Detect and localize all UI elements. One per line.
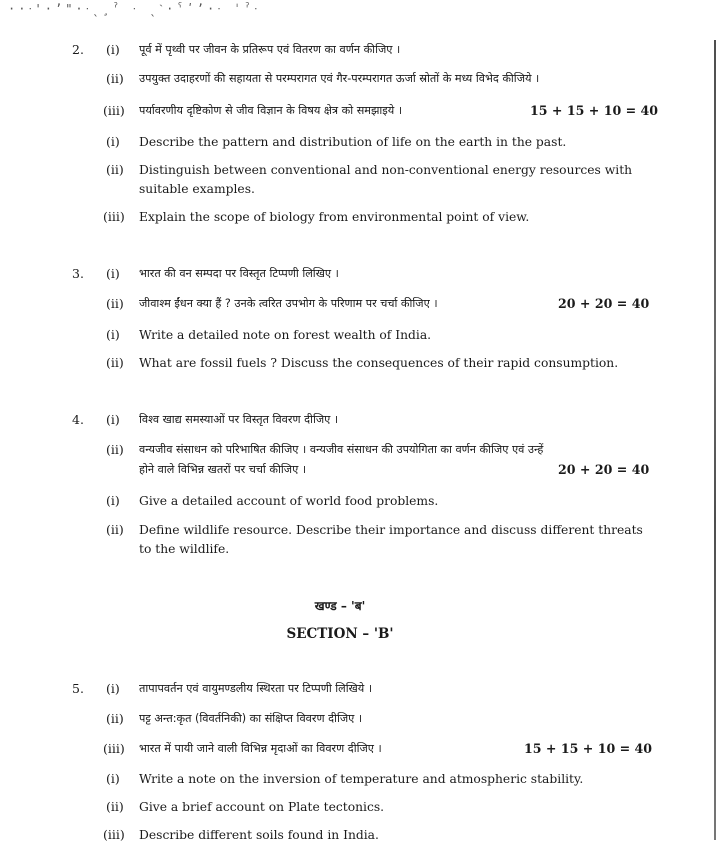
question-text: पट्ट अन्त:कृत (विवर्तनिकी) का संक्षिप्त विवरण दीजिए । bbox=[139, 712, 363, 725]
sub-label: (ii) bbox=[106, 296, 124, 311]
sub-label: (ii) bbox=[106, 799, 124, 814]
question-text: Write a note on the inversion of temperature and atmospheric stability. bbox=[139, 772, 584, 786]
question-text: पर्यावरणीय दृष्टिकोण से जीव विज्ञान के विषय क्षेत्र को समझाइये । bbox=[139, 104, 403, 117]
sub-label: (i) bbox=[106, 266, 120, 281]
section-b-hindi-title: खण्ड – 'ब' bbox=[314, 599, 366, 613]
sub-label: (ii) bbox=[106, 442, 124, 457]
section-b-title: SECTION – 'B' bbox=[286, 626, 394, 642]
marks-label: 20 + 20 = 40 bbox=[558, 462, 650, 477]
question-text: Write a detailed note on forest wealth of India. bbox=[139, 328, 432, 342]
question-text-line-2: suitable examples. bbox=[139, 182, 255, 196]
marks-label: 15 + 15 + 10 = 40 bbox=[524, 741, 653, 756]
sub-label: (i) bbox=[106, 771, 120, 786]
sub-label: (iii) bbox=[103, 209, 125, 224]
question-text: Give a brief account on Plate tectonics. bbox=[139, 800, 385, 814]
question-text: पूर्व में पृथ्वी पर जीवन के प्रतिरूप एवं वितरण का वर्णन कीजिए । bbox=[139, 43, 401, 56]
sub-label: (ii) bbox=[106, 71, 124, 86]
question-text-line-1: वन्यजीव संसाधन को परिभाषित कीजिए । वन्यजीव संसाधन की उपयोगिता का वर्णन कीजिए एवं उन्हें bbox=[139, 443, 544, 456]
sub-label: (ii) bbox=[106, 162, 124, 177]
question-text: Explain the scope of biology from environmental point of view. bbox=[139, 210, 530, 224]
scan-artifact-header: ··ᐧ'·ʼ"·ᐧˎ¸ˀ ᐧ ˎˋ·ˁʹʼ·ᐧ ˈˀᐧ bbox=[8, 2, 261, 16]
marks-label: 20 + 20 = 40 bbox=[558, 296, 650, 311]
sub-label: (ii) bbox=[106, 522, 124, 537]
question-text: Give a detailed account of world food problems. bbox=[139, 494, 439, 508]
sub-label: (i) bbox=[106, 327, 120, 342]
question-text: जीवाश्म ईंधन क्या हैं ? उनके त्वरित उपभोग के परिणाम पर चर्चा कीजिए । bbox=[139, 297, 438, 310]
question-text-line-1: Distinguish between conventional and non-conventional energy resources with bbox=[139, 163, 633, 177]
sub-label: (i) bbox=[106, 42, 120, 57]
question-text: Describe different soils found in India. bbox=[139, 828, 379, 842]
question-text: Describe the pattern and distribution of life on the earth in the past. bbox=[139, 135, 567, 149]
sub-label: (iii) bbox=[103, 827, 125, 842]
sub-label: (iii) bbox=[103, 103, 125, 118]
marks-label: 15 + 15 + 10 = 40 bbox=[530, 103, 659, 118]
question-text-line-1: Define wildlife resource. Describe their importance and discuss different threats bbox=[139, 523, 643, 537]
sub-label: (i) bbox=[106, 412, 120, 427]
sub-label: (i) bbox=[106, 134, 120, 149]
question-text: तापापवर्तन एवं वायुमण्डलीय स्थिरता पर टिप्पणी लिखिये । bbox=[139, 682, 373, 695]
sub-label: (i) bbox=[106, 681, 120, 696]
question-text: भारत में पायी जाने वाली विभिन्न मृदाओं का विवरण दीजिए । bbox=[139, 742, 382, 755]
sub-label: (i) bbox=[106, 493, 120, 508]
question-text: भारत की वन सम्पदा पर विस्तृत टिप्पणी लिखिए । bbox=[139, 267, 339, 280]
question-text: What are fossil fuels ? Discuss the consequences of their rapid consumption. bbox=[139, 356, 619, 370]
sub-label: (ii) bbox=[106, 711, 124, 726]
question-text: विश्व खाद्य समस्याओं पर विस्तृत विवरण दीजिए । bbox=[139, 413, 339, 426]
scan-edge-line bbox=[714, 40, 716, 840]
question-text-line-2: होने वाले विभिन्न खतरों पर चर्चा कीजिए । bbox=[139, 463, 307, 476]
sub-label: (ii) bbox=[106, 355, 124, 370]
question-text: उपयुक्त उदाहरणों की सहायता से परम्परागत एवं गैर-परम्परागत ऊर्जा स्रोतों के मध्य विभेद कीजिये । bbox=[139, 72, 540, 85]
sub-label: (iii) bbox=[103, 741, 125, 756]
question-number: 5. bbox=[72, 681, 84, 696]
question-number: 3. bbox=[72, 266, 84, 281]
question-text-line-2: to the wildlife. bbox=[139, 542, 230, 556]
question-number: 4. bbox=[72, 412, 84, 427]
question-number: 2. bbox=[72, 42, 84, 57]
